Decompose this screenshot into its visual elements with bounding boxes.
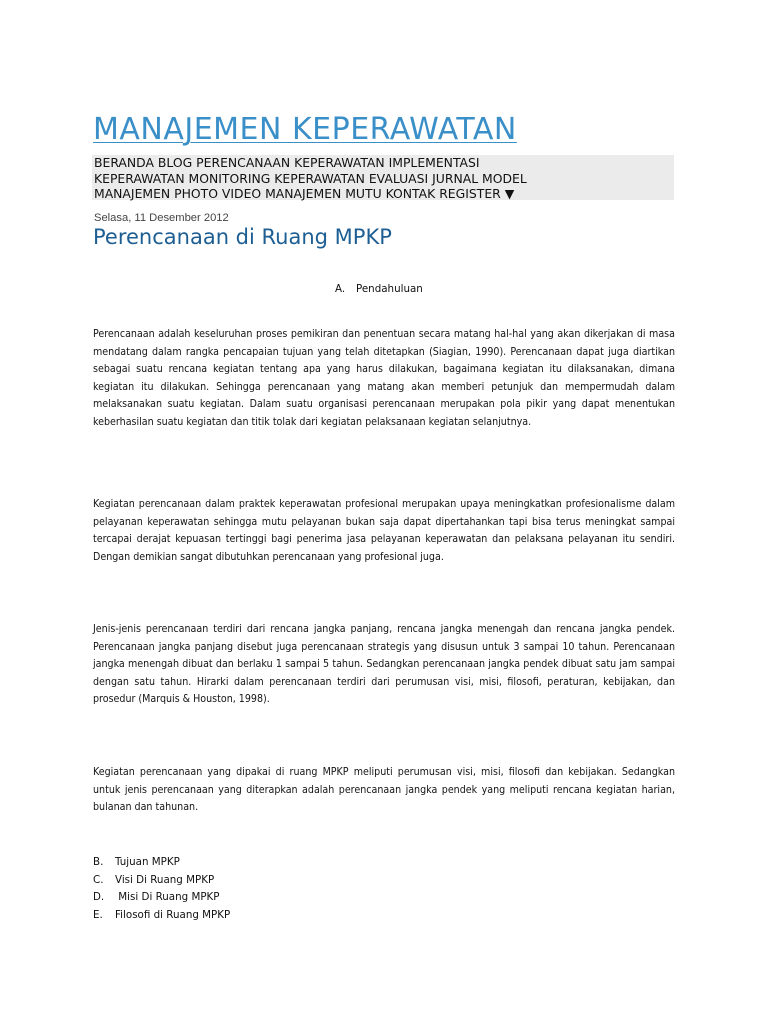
- navigation-bar: [92, 155, 674, 200]
- list-marker: D.: [93, 891, 105, 903]
- nav-menu-line-1[interactable]: BERANDA BLOG PERENCANAAN KEPERAWATAN IMPLEMENTASI: [94, 155, 480, 170]
- section-marker: A.: [335, 283, 346, 295]
- site-title[interactable]: MANAJEMEN KEPERAWATAN: [93, 112, 517, 147]
- list-item: [93, 907, 230, 925]
- paragraph-2: Kegiatan perencanaan dalam praktek keperawatan profesional merupakan upaya meningkatkan profesionalisme dalam pelayanan keperawatan sehingga mutu pelayanan bukan saja dapat dipertahankan tapi bisa terus meningkat sampai tercapai derajat kepuasan tertinggi bagi penerima jasa pelayanan keperawatan dan pelaksana pelayanan itu sendiri. Dengan demikian sangat dibutuhkan perencanaan yang profesional juga.: [93, 498, 675, 563]
- paragraph-1: Perencanaan adalah keseluruhan proses pemikiran dan penentuan secara matang hal-hal yang akan dikerjakan di masa mendatang dalam rangka pencapaian tujuan yang telah ditetapkan (Siagian, 1990). Perencanaan dapat juga diartikan sebagai suatu rencana kegiatan tentang apa yang harus dilakukan, bagaimana kegiatan itu dilaksanakan, dimana kegiatan itu dilakukan. Sehingga perencanaan yang matang akan memberi petunjuk dan mempermudah dalam melaksanakan suatu kegiatan. Dalam suatu organisasi perencanaan merupakan pola pikir yang dapat menentukan keberhasilan suatu kegiatan dan titik tolak dari kegiatan pelaksanaan kegiatan selanjutnya.: [93, 328, 675, 428]
- list-label: Misi Di Ruang MPKP: [115, 891, 220, 903]
- list-label: Tujuan MPKP: [115, 856, 180, 868]
- nav-menu-line-2[interactable]: KEPERAWATAN MONITORING KEPERAWATAN EVALUASI JURNAL MODEL: [94, 170, 527, 186]
- paragraph-3: Jenis-jenis perencanaan terdiri dari rencana jangka panjang, rencana jangka menengah dan rencana jangka pendek. Perencanaan jangka panjang disebut juga perencanaan strategis yang disusun untuk 3 sampai 10 tahun. Perencanaan jangka menengah dibuat dan berlaku 1 sampai 5 tahun. Sedangkan perencanaan jangka pendek dibuat satu jam sampai dengan satu tahun. Hirarki dalam perencanaan terdiri dari perumusan visi, misi, filosofi, peraturan, kebijakan, dan prosedur (Marquis & Houston, 1998).: [93, 623, 675, 706]
- list-marker: E.: [93, 908, 103, 921]
- list-marker: C.: [93, 873, 104, 886]
- nav-menu-line-3[interactable]: MANAJEMEN PHOTO VIDEO MANAJEMEN MUTU KONTAK REGISTER ▼: [94, 186, 515, 201]
- post-title[interactable]: Perencanaan di Ruang MPKP: [93, 225, 392, 249]
- section-label: Pendahuluan: [356, 283, 423, 295]
- list-label: Visi Di Ruang MPKP: [115, 873, 215, 886]
- nav-menu: [94, 155, 527, 202]
- post-date: Selasa, 11 Desember 2012: [94, 212, 229, 224]
- section-heading-pendahuluan: [335, 283, 423, 295]
- list-item: [93, 872, 230, 890]
- list-marker: B.: [93, 856, 104, 868]
- section-list: [93, 854, 230, 924]
- list-item: [93, 854, 230, 872]
- paragraph-4: Kegiatan perencanaan yang dipakai di ruang MPKP meliputi perumusan visi, misi, filosofi dan kebijakan. Sedangkan untuk jenis perencanaan yang diterapkan adalah perencanaan jangka pendek yang meliputi rencana kegiatan harian, bulanan dan tahunan.: [93, 766, 675, 814]
- list-label: Filosofi di Ruang MPKP: [115, 908, 231, 921]
- list-item: [93, 889, 230, 907]
